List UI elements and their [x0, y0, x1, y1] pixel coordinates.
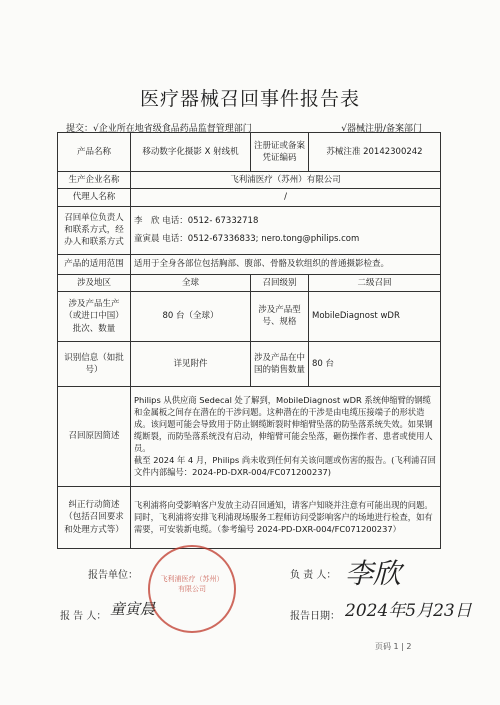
report-date — [290, 607, 340, 622]
page-title: 医疗器械召回事件报告表 — [139, 88, 360, 110]
reporter-signature: 童寅晨 — [110, 600, 156, 618]
scope-value: 适用于全身各部位包括胸部、腹部、骨骼及软组织的普通摄影检查。 — [131, 254, 441, 274]
reason-paragraph-1: Philips 从供应商 Sedecal 处了解到，MobileDiagnost wDR 系统伸缩臂的钢缆和金属板之间存在潜在的干涉问题。这种潜在的干涉是由电缆压接端子的形状造成。该问题可能会导致用于防止钢缆断裂时伸缩臂坠落的防坠落系统失效。如果钢缆断裂，而防坠落系统没有启动，伸缩臂可能会坠落，砸伤操作者、患者或使用人员。 — [134, 395, 433, 454]
reason-value — [131, 386, 441, 486]
action-label: 纠正行动简述（包括召回要求和处理方式等） — [58, 486, 131, 548]
action-value: 飞利浦将向受影响客户发放主动召回通知，请客户知晓并注意有可能出现的问题。同时，飞利浦将安排飞利浦现场服务工程师访问受影响客户的场地进行检查，如有需要，可安装新电缆。（参考编号 2024-PD-DXR-004/FC071200237） — [131, 486, 441, 548]
china-qty-label: 涉及产品在中国的销售数量 — [251, 341, 309, 386]
report-date-signature: 2024年5月23日 — [345, 601, 472, 621]
product-name-value: 移动数字化摄影 X 射线机 — [131, 133, 251, 172]
contact-line-1: 李 欣 电话：0512- 67332718 — [134, 215, 259, 226]
submit-right: √器械注册/备案部门 — [341, 124, 422, 134]
id-info-label: 识别信息（如批号） — [58, 341, 131, 386]
qty-label: 涉及产品生产（或进口中国）批次、数量 — [58, 291, 131, 341]
agent-label: 代理人名称 — [58, 189, 131, 206]
report-date-label: 报告日期： — [290, 611, 340, 622]
reg-no-value: 苏械注准 20142300242 — [309, 133, 441, 172]
contact-label: 召回单位负责人和联系方式，经办人和联系方式 — [58, 206, 131, 254]
submit-left: 提交：√企业所在地省级食品药品监督管理部门 — [66, 124, 252, 134]
seal-text: 飞利浦医疗（苏州）有限公司 — [160, 575, 224, 593]
manufacturer-value: 飞利浦医疗（苏州）有限公司 — [131, 172, 441, 189]
report-unit — [88, 566, 138, 581]
reg-no-label: 注册证或备案凭证编码 — [251, 133, 309, 172]
scope-label: 产品的适用范围 — [58, 254, 131, 274]
region-label: 涉及地区 — [58, 274, 131, 291]
responsible-signature: 李欣 — [345, 557, 402, 590]
responsible-label: 负 责 人： — [290, 570, 337, 581]
region-value: 全球 — [131, 274, 251, 291]
model-label: 涉及产品型号、规格 — [251, 291, 309, 341]
page-number: 页码 1 | 2 — [375, 642, 412, 651]
reason-label: 召回原因简述 — [58, 386, 131, 486]
company-seal — [148, 545, 236, 633]
contact-value — [131, 206, 441, 254]
level-value: 二级召回 — [309, 274, 441, 291]
reason-paragraph-2: 截至 2024 年 4 月，Philips 尚未收到任何有关该问题或伤害的报告。(飞利浦召回文件内部编号：2024-PD-DXR-004/FC071200237) — [134, 455, 436, 478]
agent-value: / — [131, 189, 441, 206]
model-value: MobileDiagnost wDR — [309, 291, 441, 341]
report-unit-label: 报告单位： — [88, 570, 138, 581]
manufacturer-label: 生产企业名称 — [58, 172, 131, 189]
level-label: 召回级别 — [251, 274, 309, 291]
recall-report-form — [57, 132, 441, 549]
qty-value: 80 台（全球） — [131, 291, 251, 341]
responsible-person — [290, 566, 336, 581]
reporter-label: 报 告 人： — [60, 611, 107, 622]
product-name-label: 产品名称 — [58, 133, 131, 172]
contact-line-2: 童寅晨 电话：0512-67336833; nero.tong@philips.com — [134, 234, 360, 245]
id-info-value: 详见附件 — [131, 341, 251, 386]
china-qty-value: 80 台 — [309, 341, 441, 386]
reporter — [60, 607, 106, 622]
